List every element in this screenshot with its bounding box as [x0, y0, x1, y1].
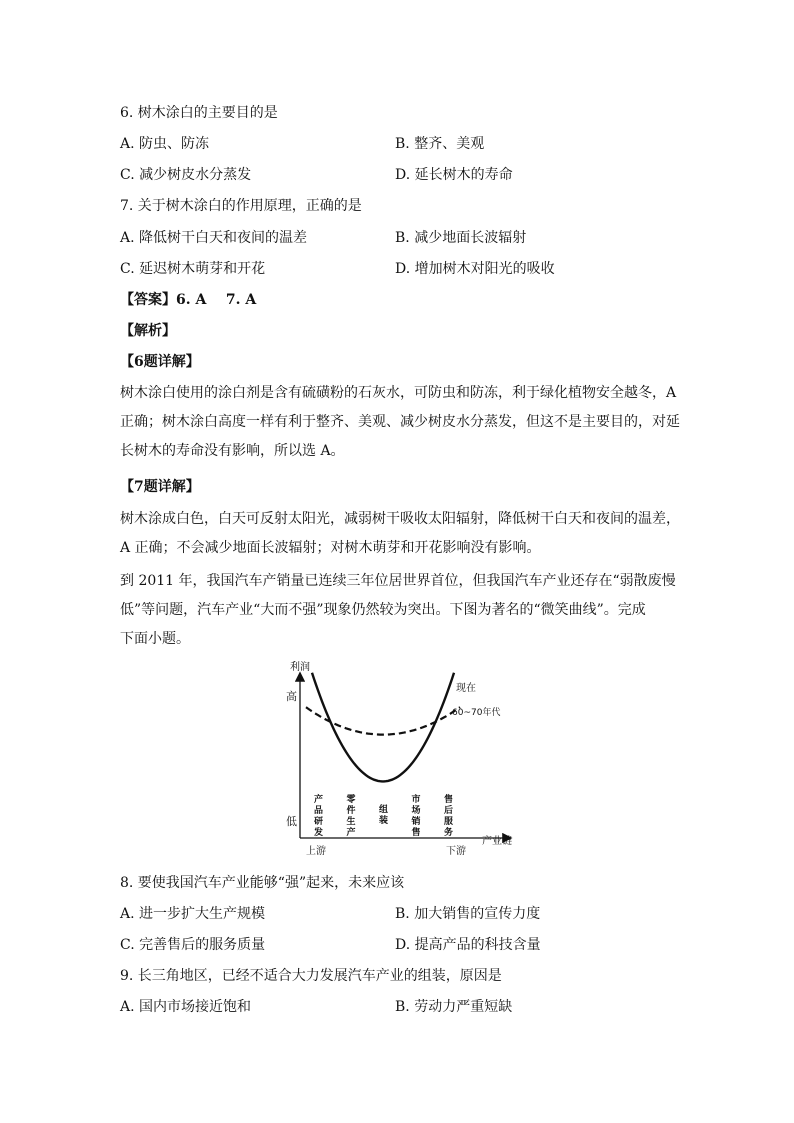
category-label: 组装 — [379, 805, 389, 826]
answer-line: 【答案】6. A 7. A — [120, 292, 257, 308]
q9-stem: 9. 长三角地区，已经不适合大力发展汽车产业的组装，原因是 — [120, 968, 502, 984]
q6-option-a: A. 防虫、防冻 — [120, 136, 210, 152]
q7-option-c: C. 延迟树木萌芽和开花 — [120, 261, 266, 277]
x-start-label: 上游 — [306, 846, 326, 857]
detail6-heading: 【6题详解】 — [120, 354, 200, 370]
y-low-label: 低 — [286, 815, 297, 828]
q8-option-d: D. 提高产品的科技含量 — [395, 937, 541, 953]
category-label: 零件生产 — [346, 795, 356, 838]
q9-option-a: A. 国内市场接近饱和 — [120, 999, 252, 1015]
q7-option-b: B. 减少地面长波辐射 — [395, 230, 527, 246]
q8-option-a: A. 进一步扩大生产规模 — [120, 906, 266, 922]
detail7-line: A 正确；不会减少地面长波辐射；对树木萌芽和开花影响没有影响。 — [120, 540, 541, 556]
series-now-label: 现在 — [456, 683, 476, 694]
y-high-label: 高 — [286, 690, 297, 703]
intro-line: 低”等问题，汽车产业“大而不强”现象仍然较为突出。下图为著名的“微笑曲线”。完成 — [120, 602, 646, 618]
category-label: 市场销售 — [411, 795, 421, 838]
intro-line: 到 2011 年，我国汽车产销量已连续三年位居世界首位，但我国汽车产业还存在“弱散废慢 — [120, 573, 676, 589]
q6-stem: 6. 树木涂白的主要目的是 — [120, 105, 278, 121]
detail7-text — [120, 505, 680, 563]
series-now-line — [312, 673, 454, 782]
x-axis-label: 产业链 — [482, 836, 512, 847]
detail6-text — [120, 379, 680, 466]
detail6-line: 树木涂白使用的涂白剂是含有硫磺粉的石灰水，可防虫和防冻，利于绿化植物安全越冬，A — [120, 385, 677, 401]
q9-option-b: B. 劳动力严重短缺 — [395, 999, 513, 1015]
q6-option-c: C. 减少树皮水分蒸发 — [120, 167, 252, 183]
q7-stem: 7. 关于树木涂白的作用原理，正确的是 — [120, 198, 362, 214]
category-label: 产品研发 — [314, 795, 324, 838]
q7-option-d: D. 增加树木对阳光的吸收 — [395, 261, 555, 277]
intro-line: 下面小题。 — [120, 631, 190, 647]
q6-option-b: B. 整齐、美观 — [395, 136, 485, 152]
x-end-label: 下游 — [446, 846, 466, 857]
series-past-label: 60~70年代 — [452, 708, 501, 718]
detail6-line: 正确；树木涂白高度一样有利于整齐、美观、减少树皮水分蒸发，但这不是主要目的，对延 — [120, 414, 680, 430]
smile-curve-chart — [270, 660, 530, 865]
y-axis-label: 利润 — [290, 662, 310, 673]
category-labels — [313, 793, 454, 838]
analysis-heading: 【解析】 — [120, 323, 176, 339]
intro-text — [120, 567, 680, 654]
q7-option-a: A. 降低树干白天和夜间的温差 — [120, 230, 308, 246]
detail6-line: 长树木的寿命没有影响，所以选 A。 — [120, 443, 345, 459]
category-label: 售后服务 — [444, 795, 454, 838]
q8-option-c: C. 完善售后的服务质量 — [120, 937, 266, 953]
detail7-line: 树木涂成白色，白天可反射太阳光，减弱树干吸收太阳辐射，降低树干白天和夜间的温差， — [120, 511, 680, 527]
q8-option-b: B. 加大销售的宣传力度 — [395, 906, 541, 922]
q6-option-d: D. 延长树木的寿命 — [395, 167, 513, 183]
q8-stem: 8. 要使我国汽车产业能够“强”起来，未来应该 — [120, 875, 405, 891]
detail7-heading: 【7题详解】 — [120, 479, 200, 495]
